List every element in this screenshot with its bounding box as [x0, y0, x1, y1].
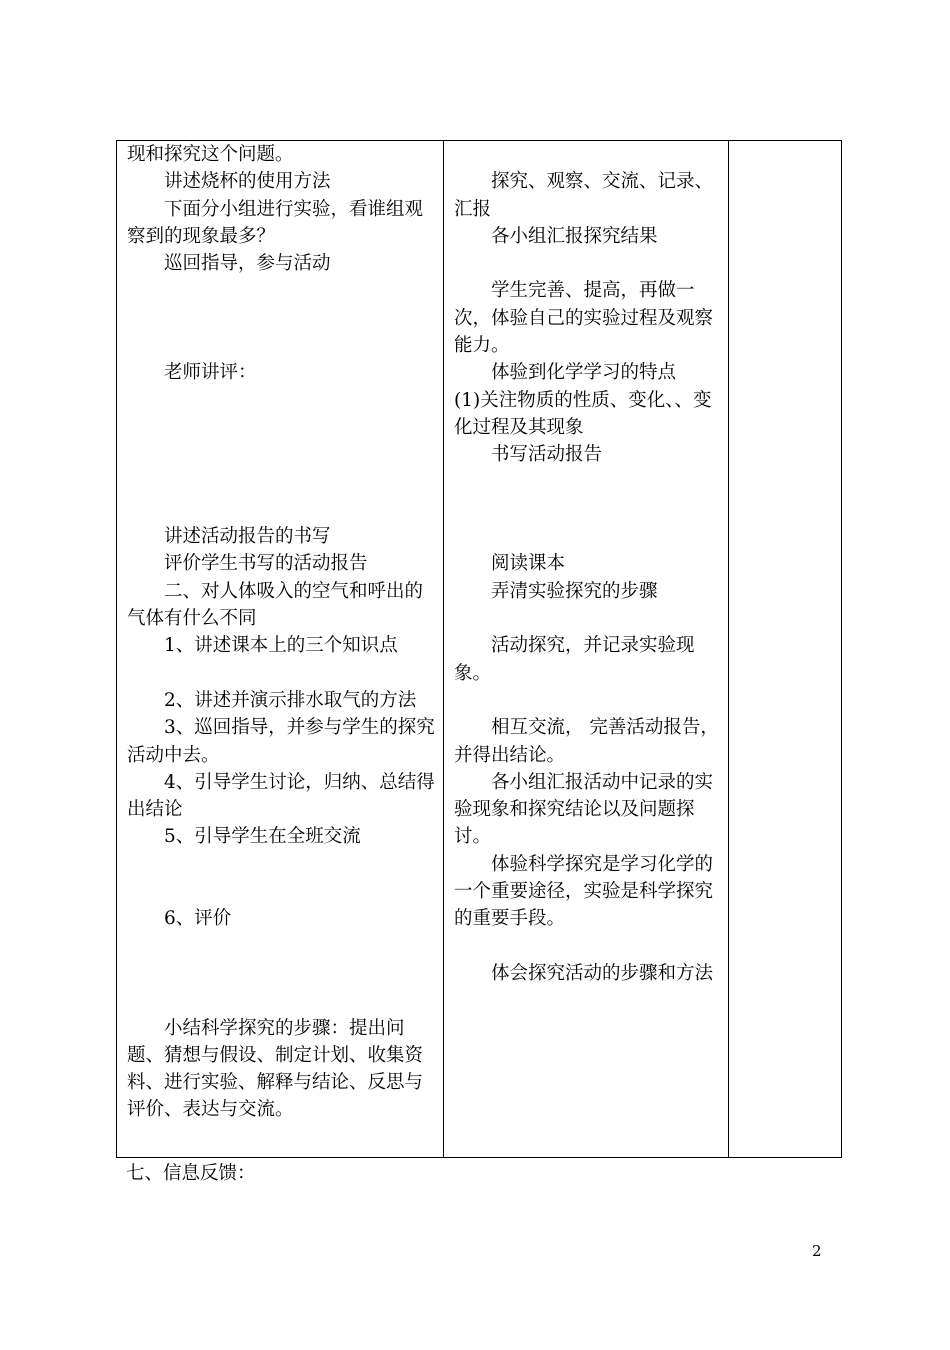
student-text: 体验科学探究是学习化学的一个重要途径，实验是科学探究的重要手段。 — [454, 853, 714, 930]
student-text: 探究、观察、交流、记录、汇报 — [454, 171, 714, 220]
teacher-text: 5、引导学生在全班交流 — [164, 826, 361, 848]
teacher-text: 小结科学探究的步骤：提出问题、猜想与假设、制定计划、收集资料、进行实验、解释与结论、反思与评价、表达与交流。 — [127, 1017, 424, 1121]
teacher-text: 2、讲述并演示排水取气的方法 — [164, 689, 417, 711]
student-text: 学生完善、提高，再做一次，体验自己的实验过程及观察能力。 — [454, 280, 714, 357]
teacher-text: 6、评价 — [164, 908, 232, 930]
student-text: 体会探究活动的步骤和方法 — [491, 962, 714, 984]
teacher-text: 讲述活动报告的书写 — [164, 526, 331, 548]
student-text: 体验到化学学习的特点 — [491, 362, 677, 384]
student-text: 阅读课本 — [491, 553, 566, 575]
lesson-table — [116, 140, 842, 1158]
teacher-text: 现和探究这个问题。 — [127, 144, 294, 165]
notes-cell — [729, 141, 842, 1158]
section-heading: 七、信息反馈： — [126, 1163, 256, 1184]
student-text: (1)关注物质的性质、变化、、变化过程及其现象 — [454, 389, 712, 438]
teacher-text: 3、巡回指导，并参与学生的探究活动中去。 — [127, 717, 435, 766]
table-row — [117, 141, 842, 1158]
teacher-text: 老师讲评： — [164, 362, 257, 384]
student-text: 各小组汇报探究结果 — [491, 225, 658, 247]
student-text: 书写活动报告 — [491, 444, 603, 466]
teacher-activity-cell — [117, 141, 444, 1158]
student-text: 活动探究，并记录实验现象。 — [454, 635, 695, 684]
teacher-text: 1、讲述课本上的三个知识点 — [164, 635, 398, 657]
student-text: 各小组汇报活动中记录的实验现象和探究结论以及问题探讨。 — [454, 771, 714, 848]
teacher-text: 4、引导学生讨论，归纳、总结得出结论 — [127, 771, 435, 821]
student-activity-cell — [444, 141, 729, 1158]
teacher-text: 巡回指导，参与活动 — [164, 253, 331, 275]
page-number: 2 — [812, 1242, 822, 1260]
teacher-text: 二、对人体吸入的空气和呼出的气体有什么不同 — [127, 580, 424, 630]
student-text: 弄清实验探究的步骤 — [491, 580, 658, 602]
student-text: 相互交流， 完善活动报告，并得出结论。 — [454, 717, 719, 766]
teacher-text: 下面分小组进行实验，看谁组观察到的现象最多？ — [127, 198, 424, 247]
teacher-text: 评价学生书写的活动报告 — [164, 553, 368, 575]
teacher-text: 讲述烧杯的使用方法 — [164, 171, 331, 193]
